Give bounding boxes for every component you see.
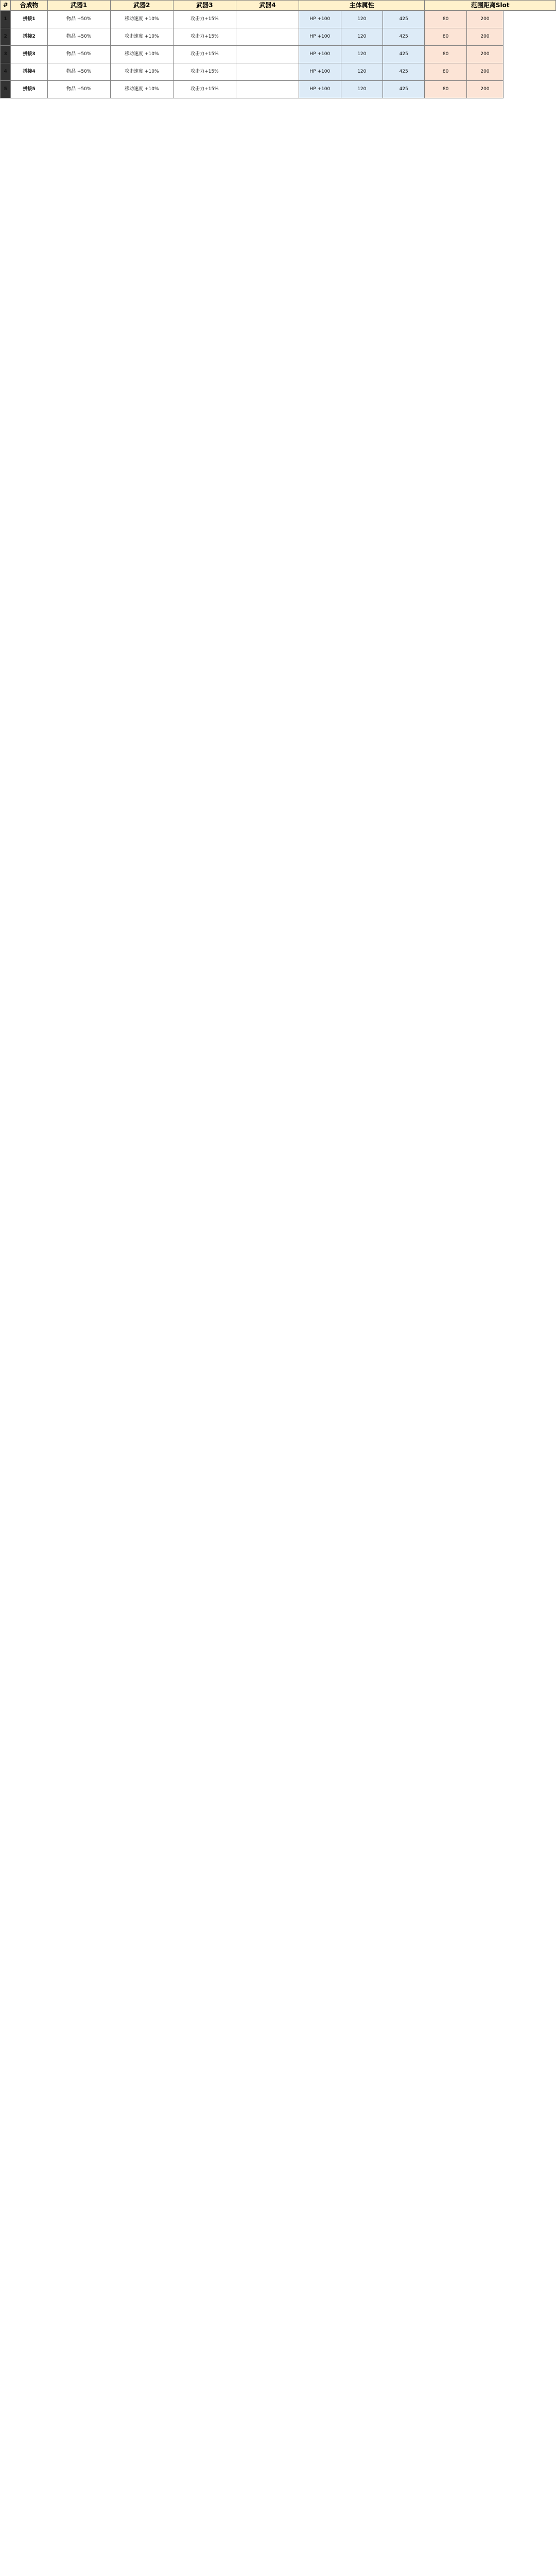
row-a[interactable]: HP +100	[299, 46, 341, 63]
row-a[interactable]: HP +100	[299, 81, 341, 98]
row-d[interactable]: 80	[425, 63, 466, 81]
row-c[interactable]: 425	[383, 81, 425, 98]
table-body	[1, 11, 556, 98]
row-w1[interactable]: 物品 +50%	[47, 63, 110, 81]
row-name[interactable]: 拼接4	[11, 63, 47, 81]
row-w4[interactable]	[236, 28, 299, 46]
row-e[interactable]: 200	[466, 28, 503, 46]
row-w1[interactable]: 物品 +50%	[47, 11, 110, 28]
row-w1[interactable]: 物品 +50%	[47, 28, 110, 46]
row-w3[interactable]: 攻击力+15%	[173, 11, 236, 28]
row-w4[interactable]	[236, 46, 299, 63]
row-b[interactable]: 120	[341, 11, 383, 28]
row-w2[interactable]: 移动速度 +10%	[110, 11, 173, 28]
row-w4[interactable]	[236, 81, 299, 98]
col-w4-header[interactable]: 武器4	[236, 1, 299, 11]
row-w2[interactable]: 移动速度 +10%	[110, 46, 173, 63]
row-w4[interactable]	[236, 11, 299, 28]
row-e[interactable]: 200	[466, 46, 503, 63]
row-w3[interactable]: 攻击力+15%	[173, 81, 236, 98]
table-row[interactable]	[1, 11, 556, 28]
col-w3-header[interactable]: 武器3	[173, 1, 236, 11]
data-table	[0, 0, 556, 98]
row-e[interactable]: 200	[466, 63, 503, 81]
row-a[interactable]: HP +100	[299, 11, 341, 28]
row-w1[interactable]: 物品 +50%	[47, 46, 110, 63]
row-c[interactable]: 425	[383, 11, 425, 28]
row-name[interactable]: 拼接1	[11, 11, 47, 28]
row-d[interactable]: 80	[425, 28, 466, 46]
table-row[interactable]	[1, 63, 556, 81]
row-d[interactable]: 80	[425, 81, 466, 98]
row-w3[interactable]: 攻击力+15%	[173, 46, 236, 63]
table-row[interactable]	[1, 81, 556, 98]
row-e[interactable]: 200	[466, 81, 503, 98]
col-index-header[interactable]: #	[1, 1, 11, 11]
col-w1-header[interactable]: 武器1	[47, 1, 110, 11]
row-index[interactable]: 3	[1, 46, 11, 63]
row-w4[interactable]	[236, 63, 299, 81]
row-name[interactable]: 拼接2	[11, 28, 47, 46]
row-w3[interactable]: 攻击力+15%	[173, 28, 236, 46]
row-c[interactable]: 425	[383, 63, 425, 81]
group-bonus-header[interactable]: 主体属性	[299, 1, 425, 11]
row-e[interactable]: 200	[466, 11, 503, 28]
row-w2[interactable]: 移动速度 +10%	[110, 81, 173, 98]
row-index[interactable]: 5	[1, 81, 11, 98]
row-b[interactable]: 120	[341, 63, 383, 81]
group-range-header[interactable]: 范围距离Slot	[425, 1, 556, 11]
row-w2[interactable]: 攻击速度 +10%	[110, 28, 173, 46]
row-c[interactable]: 425	[383, 46, 425, 63]
row-w1[interactable]: 物品 +50%	[47, 81, 110, 98]
row-d[interactable]: 80	[425, 46, 466, 63]
row-w2[interactable]: 攻击速度 +10%	[110, 63, 173, 81]
row-b[interactable]: 120	[341, 81, 383, 98]
row-name[interactable]: 拼接5	[11, 81, 47, 98]
col-name-header[interactable]: 合成物	[11, 1, 47, 11]
row-a[interactable]: HP +100	[299, 63, 341, 81]
row-c[interactable]: 425	[383, 28, 425, 46]
row-index[interactable]: 2	[1, 28, 11, 46]
table-row[interactable]	[1, 46, 556, 63]
header-row	[1, 1, 556, 11]
row-b[interactable]: 120	[341, 28, 383, 46]
row-index[interactable]: 4	[1, 63, 11, 81]
row-index[interactable]: 1	[1, 11, 11, 28]
row-b[interactable]: 120	[341, 46, 383, 63]
row-name[interactable]: 拼接3	[11, 46, 47, 63]
table-row[interactable]	[1, 28, 556, 46]
row-w3[interactable]: 攻击力+15%	[173, 63, 236, 81]
col-w2-header[interactable]: 武器2	[110, 1, 173, 11]
row-d[interactable]: 80	[425, 11, 466, 28]
row-a[interactable]: HP +100	[299, 28, 341, 46]
